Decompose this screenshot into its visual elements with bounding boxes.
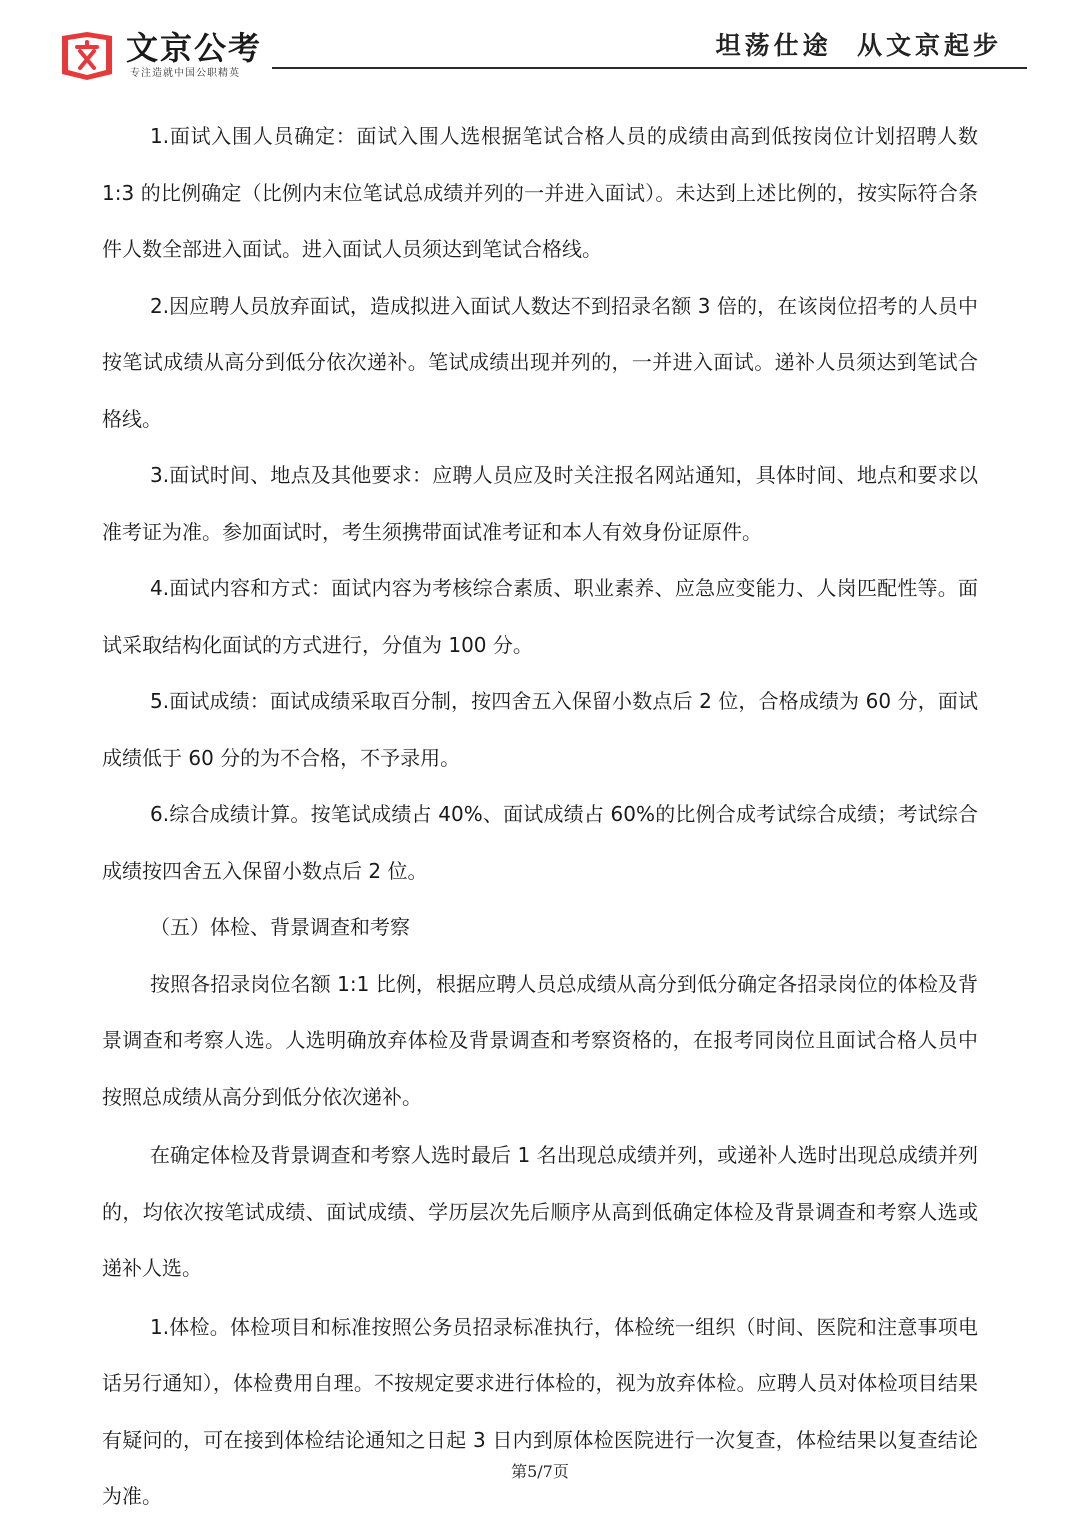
paragraph-interview-content: 4.面试内容和方式：面试内容为考核综合素质、职业素养、应急应变能力、人岗匹配性等。面试采取结构化面试的方式进行，分值为 100 分。 xyxy=(102,576,978,657)
paragraph-interview-time-place: 3.面试时间、地点及其他要求：应聘人员应及时关注报名网站通知，具体时间、地点和要求以准考证为准。参加面试时，考生须携带面试准考证和本人有效身份证原件。 xyxy=(102,463,978,544)
document-body xyxy=(102,108,978,1525)
paragraph-interview-substitute: 2.因应聘人员放弃面试，造成拟进入面试人数达不到招录名额 3 倍的，在该岗位招考的人员中按笔试成绩从高分到低分依次递补。笔试成绩出现并列的，一并进入面试。递补人员须达到笔试合格线。 xyxy=(102,293,978,431)
logo-subtitle: 专注造就中国公职精英 xyxy=(130,68,240,79)
paragraph-interview-score: 5.面试成绩：面试成绩采取百分制，按四舍五入保留小数点后 2 位，合格成绩为 60 分，面试成绩低于 60 分的为不合格，不予录用。 xyxy=(102,689,978,770)
header-slogan: 坦荡仕途 从文京起步 xyxy=(715,31,1002,60)
paragraph-medical-exam: 1.体检。体检项目和标准按照公务员招录标准执行，体检统一组织（时间、医院和注意事项电话另行通知），体检费用自理。不按规定要求进行体检的，视为放弃体检。应聘人员对体检项目结果有疑问的，可在接到体检结论通知之日起 3 日内到原体检医院进行一次复查，体检结果以复查结论为准。 xyxy=(102,1314,978,1508)
logo-icon xyxy=(60,30,114,82)
page-number: 第5/7页 xyxy=(511,1462,569,1481)
paragraph-interview-shortlist: 1.面试入围人员确定：面试入围人选根据笔试合格人员的成绩由高到低按岗位计划招聘人数 1:3 的比例确定（比例内末位笔试总成绩并列的一并进入面试）。未达到上述比例的，按实际符合条件人数全部进入面试。进入面试人员须达到笔试合格线。 xyxy=(102,124,978,261)
paragraph-medical-selection: 按照各招录岗位名额 1:1 比例，根据应聘人员总成绩从高分到低分确定各招录岗位的体检及背景调查和考察人选。人选明确放弃体检及背景调查和考察资格的，在报考同岗位且面试合格人员中按照总成绩从高分到低分依次递补。 xyxy=(102,971,978,1109)
header-divider xyxy=(272,67,1027,69)
logo-title: 文京公考 xyxy=(126,29,263,67)
paragraph-combined-score: 6.综合成绩计算。按笔试成绩占 40%、面试成绩占 60%的比例合成考试综合成绩；考试综合成绩按四舍五入保留小数点后 2 位。 xyxy=(102,802,978,883)
section-heading: （五）体检、背景调查和考察 xyxy=(150,915,410,939)
paragraph-tie-breaking: 在确定体检及背景调查和考察人选时最后 1 名出现总成绩并列，或递补人选时出现总成绩并列的，均依次按笔试成绩、面试成绩、学历层次先后顺序从高到低确定体检及背景调查和考察人选或递补人选。 xyxy=(102,1143,978,1280)
page-header xyxy=(0,0,1080,90)
